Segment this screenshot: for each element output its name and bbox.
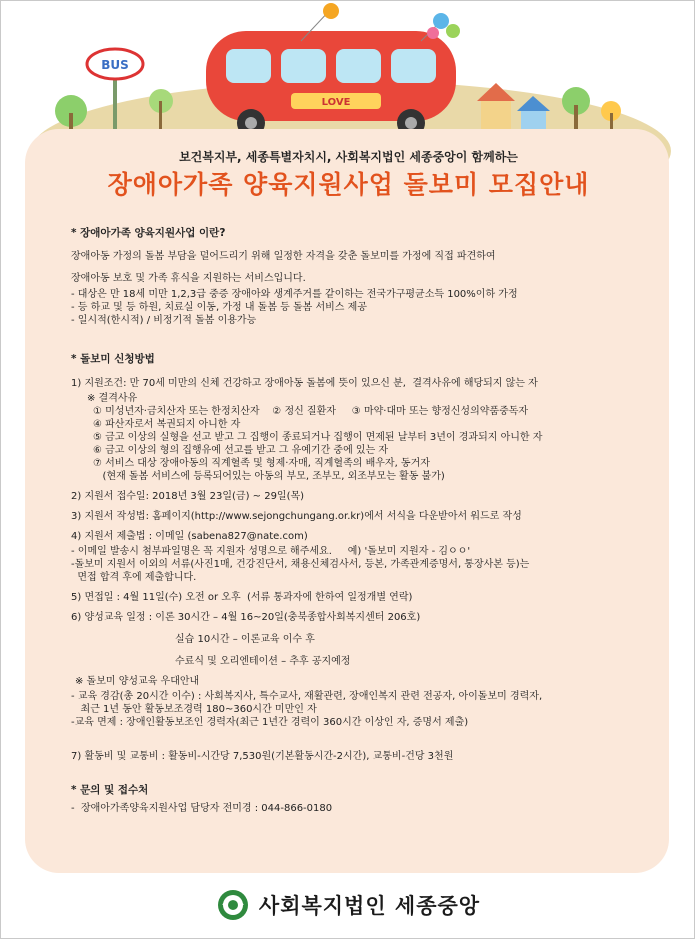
training-ceremony: 수료식 및 오리엔테이션 – 추후 공지예정 bbox=[175, 656, 351, 667]
disqual-item: (현재 돌봄 서비스에 등록되어있는 아동의 부모, 조부모, 외조부모는 활동 불가) bbox=[93, 471, 445, 482]
about-line: - 일시적(한시적) / 비정기적 돌봄 이용가능 bbox=[71, 315, 257, 326]
submit-note: - 이메일 발송시 첨부파일명은 꼭 지원자 성명으로 해주세요. 예) '돌보미 지원자 - 김ㅇㅇ' bbox=[71, 546, 471, 557]
contact-line: - 장애아가족양육지원사업 담당자 전미경 : 044-866-0180 bbox=[71, 803, 333, 814]
poster-title: 장애아가족 양육지원사업 돌보미 모집안내 bbox=[107, 170, 590, 199]
org-logo-icon bbox=[217, 889, 249, 921]
disqual-item: ① 미성년자·금치산자 또는 한정치산자 ② 정신 질환자 ③ 마약·대마 또는 향정신성의약품중독자 bbox=[93, 406, 529, 417]
pref-item: 최근 1년 동안 활동보조경력 180~360시간 미만인 자 bbox=[71, 704, 317, 715]
disqual-item: ④ 파산자로서 복권되지 아니한 자 bbox=[93, 419, 241, 430]
submit-note: 면접 합격 후에 제출합니다. bbox=[71, 572, 197, 583]
about-line: - 대상은 만 18세 미만 1,2,3급 중증 장애아와 생계주거를 같이하는 전국가구평균소득 100%이하 가정 bbox=[71, 289, 518, 300]
pref-item: -교육 면제 : 장애인활동보조인 경력자(최근 1년간 경력이 360시간 이상인 자, 증명서 제출) bbox=[71, 717, 469, 728]
poster-body bbox=[71, 227, 671, 815]
disqual-item: ⑥ 금고 이상의 형의 집행유예 선고를 받고 그 유예기간 중에 있는 자 bbox=[93, 445, 389, 456]
about-line: - 등 하교 및 등 하원, 치료실 이동, 가정 내 돌봄 등 돌봄 서비스 제공 bbox=[71, 302, 367, 313]
org-name: 사회복지법인 세종중앙 bbox=[258, 894, 481, 918]
about-heading: * 장애아가족 양육지원사업 이란? bbox=[71, 227, 226, 239]
disqual-item: ⑦ 서비스 대상 장애아동의 직계혈족 및 형제·자매, 직계혈족의 배우자, 동거자 bbox=[93, 458, 430, 469]
contact-heading: * 문의 및 접수처 bbox=[71, 784, 149, 796]
pref-item: - 교육 경감(총 20시간 이수) : 사회복지사, 특수교사, 재활관련, 장애인복지 관련 전공자, 아이돌보미 경력자, bbox=[71, 691, 543, 702]
svg-text:BUS: BUS bbox=[101, 58, 129, 72]
apply-pay: 7) 활동비 및 교통비 : 활동비-시간당 7,530원(기본활동시간-2시간), 교통비-건당 3천원 bbox=[71, 751, 454, 762]
apply-condition: 1) 지원조건: 만 70세 미만의 신체 건강하고 장애아동 돌봄에 뜻이 있으신 분, 결격사유에 해당되지 않는 자 bbox=[71, 378, 538, 389]
apply-form: 3) 지원서 작성법: 홈페이지(http://www.sejongchungang.or.kr)에서 서식을 다운받아서 워드로 작성 bbox=[71, 511, 522, 522]
about-line: 장애아동 가정의 돌봄 부담을 덜어드리기 위해 일정한 자격을 갖춘 돌보미를 가정에 직접 파견하여 bbox=[71, 251, 496, 262]
apply-submit: 4) 지원서 제출법 : 이메일 (sabena827@nate.com) bbox=[71, 531, 308, 542]
svg-text:LOVE: LOVE bbox=[321, 97, 351, 108]
pref-title: ※ 돌보미 양성교육 우대안내 bbox=[75, 676, 200, 687]
training-practice: 실습 10시간 – 이론교육 이수 후 bbox=[175, 634, 315, 645]
disqual-item: ⑤ 금고 이상의 실형을 선고 받고 그 집행이 종료되거나 집행이 면제된 날부터 3년이 경과되지 아니한 자 bbox=[93, 432, 543, 443]
apply-heading: * 돌보미 신청방법 bbox=[71, 353, 155, 365]
footer bbox=[1, 889, 695, 925]
apply-period: 2) 지원서 접수일: 2018년 3월 23일(금) ~ 29일(목) bbox=[71, 491, 305, 502]
apply-training: 6) 양성교육 일정 : 이론 30시간 – 4월 16~20일(충북종합사회복지센터 206호) bbox=[71, 612, 421, 623]
apply-interview: 5) 면접일 : 4월 11일(수) 오전 or 오후 (서류 통과자에 한하여 일정개별 연락) bbox=[71, 592, 413, 603]
org-logo bbox=[217, 889, 480, 921]
submit-note: -돌보미 지원서 이외의 서류(사진1매, 건강진단서, 채용신체검사서, 등본, 가족관계증명서, 통장사본 등)는 bbox=[71, 559, 530, 570]
disqual-title: ※ 결격사유 bbox=[87, 393, 138, 404]
about-line: 장애아동 보호 및 가족 휴식을 지원하는 서비스입니다. bbox=[71, 273, 306, 284]
poster-subtitle: 보건복지부, 세종특별자치시, 사회복지법인 세종중앙이 함께하는 bbox=[179, 150, 518, 164]
